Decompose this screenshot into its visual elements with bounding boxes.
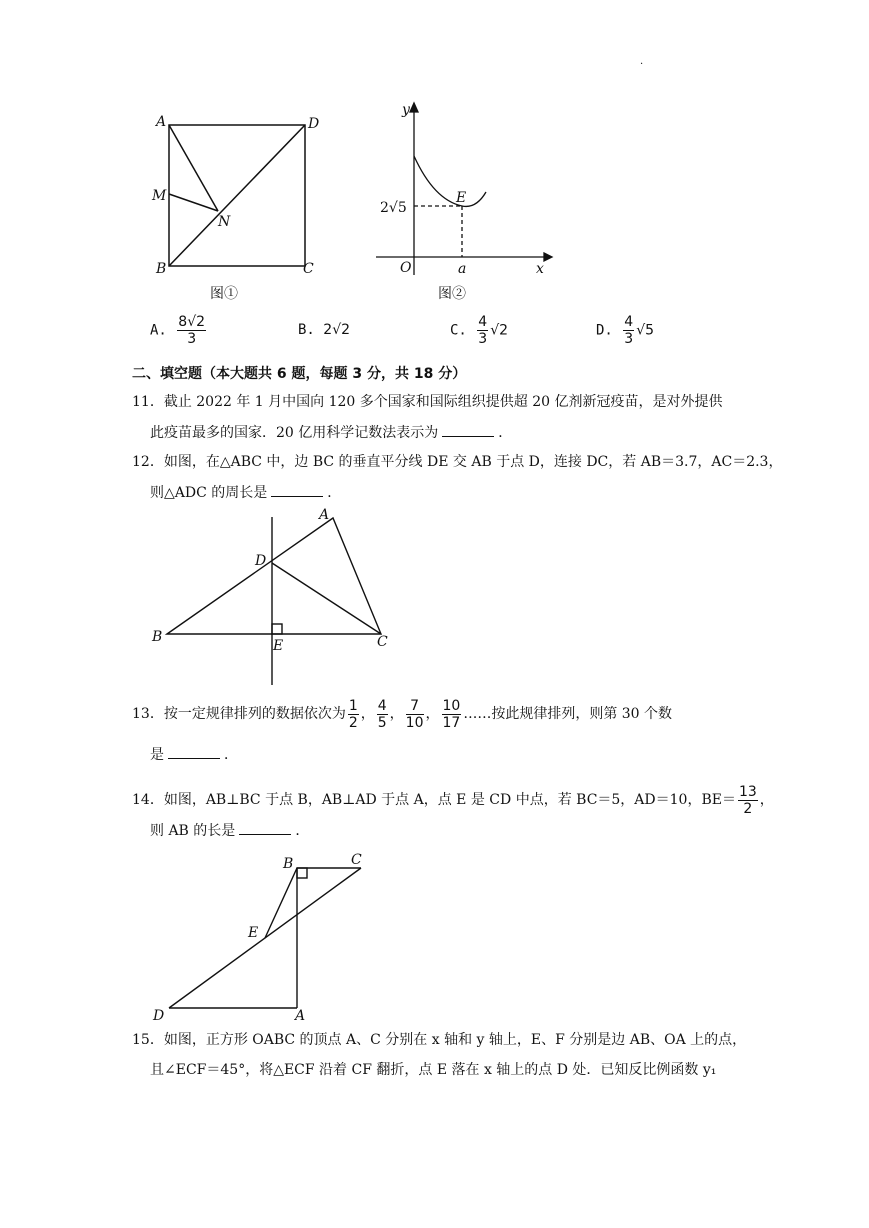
segment-dc [272,563,381,634]
q11-answer-blank[interactable] [442,422,494,437]
q13-frac-3: $\frac{7}{10}$ [405,697,424,731]
fig1-label-d: D [308,116,320,132]
q13-frac-2: $\frac{4}{5}$ [377,697,387,731]
option-a [150,314,208,347]
q12-line2 [150,482,341,503]
option-d-letter: D. [596,322,613,339]
q11-line1: 11．截止 2022 年 1 月中国向 120 多个国家和国际组织提供超 20 亿剂新冠疫苗，是对外提供 [132,394,723,410]
q14-line2-text: 则 AB 的长是 [150,823,236,839]
fig2-label-e: E [456,190,467,206]
q12-line2-text: 则△ADC 的周长是 [150,485,268,501]
q13-frac-4: $\frac{10}{17}$ [442,697,461,731]
q13-line2 [150,744,238,765]
right-angle-mark-b [297,868,307,878]
q12-label-c: C [377,634,388,650]
option-d-num: 4 [624,314,634,330]
option-a-num: 8√2 [178,314,206,330]
option-a-letter: A. [150,322,167,339]
segment-be [265,868,297,938]
option-d [596,314,654,347]
q12-label-b: B [152,629,163,645]
option-b-letter: B. [298,322,315,338]
fig2-caption: 图② [438,286,466,302]
fig1-caption: 图① [210,286,238,302]
option-a-den: 3 [187,331,197,347]
page-marker: . [640,56,644,67]
figure-1-square [140,108,340,308]
q13-text-pre: 13．按一定规律排列的数据依次为 [132,706,346,722]
diagonal-bd [169,125,305,266]
q11-line2 [150,422,512,443]
q12-line1: 12．如图，在△ABC 中，边 BC 的垂直平分线 DE 交 AB 于点 D，连接 DC，若 AB＝3.7，AC＝2.3， [132,454,783,470]
y-axis-arrow [410,103,418,112]
q14-label-b: B [283,856,294,872]
q11-line2-text: 此疫苗最多的国家．20 亿用科学记数法表示为 [150,425,439,441]
fig1-label-n: N [218,214,231,230]
option-b-value: 2√2 [323,322,351,338]
fig2-label-o: O [400,260,412,276]
q14-frac: $\frac{13}{2}$ [738,783,757,817]
option-c-post: √2 [490,322,509,339]
q15-line1: 15．如图，正方形 OABC 的顶点 A、C 分别在 x 轴和 y 轴上，E、F 分别是边 AB、OA 上的点， [132,1032,747,1048]
section-2-heading: 二、填空题（本大题共 6 题，每题 3 分，共 18 分） [132,366,467,382]
q11-line2-end: ． [498,425,513,441]
figure-2-graph [372,100,562,280]
q14-line2 [150,820,309,841]
q12-label-d: D [255,553,267,569]
q14-line1 [132,782,774,818]
q14-label-d: D [153,1008,165,1023]
segment-an [169,125,218,211]
q14-label-c: C [351,852,362,868]
option-b [298,322,350,338]
fig2-label-x: x [536,261,544,277]
q14-figure [145,848,370,1023]
q12-line2-end: ． [327,485,342,501]
q14-text-post: ， [759,792,774,808]
fig2-label-y: y [402,102,410,118]
q13-line2-text: 是 [150,747,164,763]
segment-mn [169,194,218,211]
option-d-den: 3 [624,331,634,347]
q13-frac-1: $\frac{1}{2}$ [348,697,358,731]
fig1-label-b: B [156,261,167,277]
curve [414,156,486,206]
fig1-label-a: A [156,114,167,130]
q15-line2: 且∠ECF＝45°，将△ECF 沿着 CF 翻折，点 E 落在 x 轴上的点 D 处．已知反比例函数 y₁ [150,1062,717,1078]
option-c-den: 3 [478,331,488,347]
fig1-label-c: C [303,261,314,277]
triangle-abc [167,518,381,634]
right-angle-mark [272,624,282,634]
q12-answer-blank[interactable] [271,482,323,497]
q13-line1: 13．按一定规律排列的数据依次为 $\frac{1}{2}$ ， $\frac{4}{5}$ ， $\frac{7}{10}$ ， $\frac{10}{17}$ ……按此规律排列，则第 30 个数 [132,697,673,731]
option-c [450,314,508,347]
option-d-post: √5 [636,322,655,339]
q14-line2-end: ． [295,823,310,839]
fig1-label-m: M [152,188,167,204]
q12-label-e: E [273,638,284,654]
q14-label-e: E [248,925,259,941]
x-axis-arrow [544,253,552,261]
fig2-label-yval: 2√5 [380,200,407,216]
q13-line2-end: ． [224,747,238,763]
q14-text-pre: 14．如图，AB⊥BC 于点 B，AB⊥AD 于点 A，点 E 是 CD 中点，若 BC＝5，AD＝10，BE＝ [132,792,736,808]
q12-label-a: A [319,507,330,523]
q12-figure [145,505,395,690]
q14-label-a: A [295,1008,306,1023]
fig2-label-a: a [458,261,467,277]
option-c-num: 4 [478,314,488,330]
q14-answer-blank[interactable] [239,820,291,835]
option-c-letter: C. [450,322,467,339]
q13-answer-blank[interactable] [168,744,220,759]
q13-text-post: ……按此规律排列，则第 30 个数 [463,706,673,722]
